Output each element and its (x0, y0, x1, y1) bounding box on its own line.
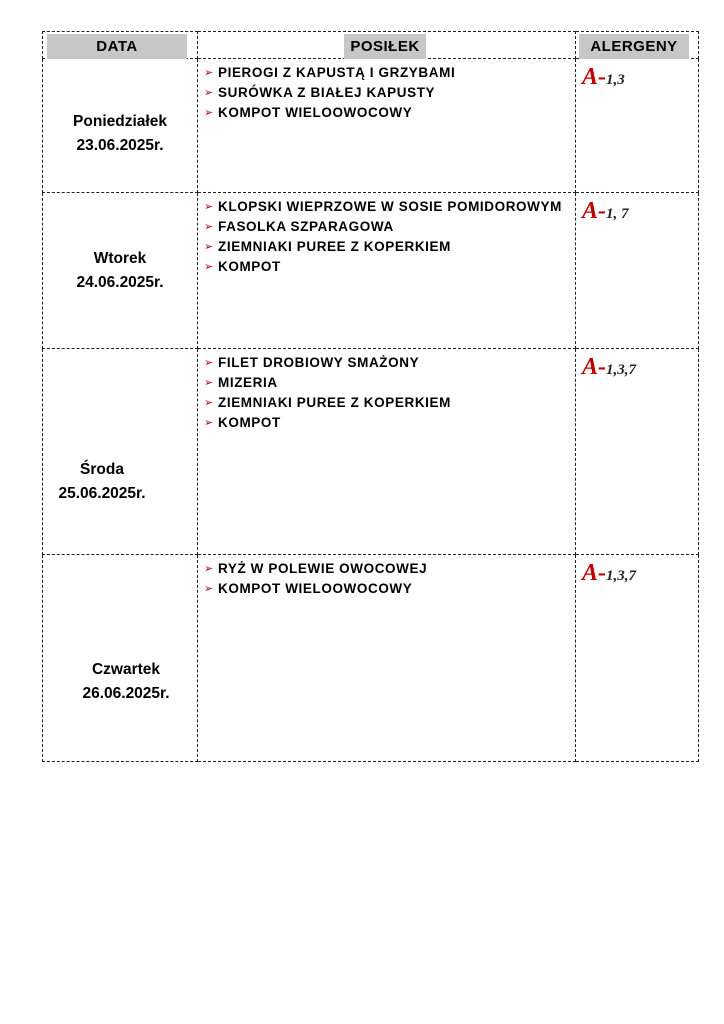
meal-text: KLOPSKI WIEPRZOWE W SOSIE POMIDOROWYM (218, 199, 562, 214)
arrow-bullet-icon: ➢ (204, 417, 214, 429)
meal-text: KOMPOT WIELOOWOCOWY (218, 581, 413, 596)
meal-item (204, 197, 575, 217)
day-name: Wtorek (93, 249, 147, 267)
allergen-codes: 1,3,7 (606, 568, 636, 584)
meal-item (204, 373, 575, 393)
header-meal (198, 32, 576, 59)
meal-text: RYŻ W POLEWIE OWOCOWEJ (218, 561, 428, 576)
meal-item (204, 217, 575, 237)
arrow-bullet-icon: ➢ (204, 87, 214, 99)
allergen-prefix: A- (582, 64, 606, 90)
arrow-bullet-icon: ➢ (204, 241, 214, 253)
meal-list (204, 559, 575, 599)
meal-text: FASOLKA SZPARAGOWA (218, 219, 394, 234)
arrow-bullet-icon: ➢ (204, 107, 214, 119)
header-date (43, 32, 198, 59)
meal-item (204, 63, 575, 83)
allergens-cell (576, 349, 699, 555)
date-cell (43, 193, 198, 349)
allergens-cell (576, 555, 699, 762)
arrow-bullet-icon: ➢ (204, 377, 214, 389)
allergen-prefix: A- (582, 198, 606, 224)
meal-text: KOMPOT WIELOOWOCOWY (218, 105, 413, 120)
meal-text: ZIEMNIAKI PUREE Z KOPERKIEM (218, 239, 451, 254)
header-row (43, 32, 699, 59)
arrow-bullet-icon: ➢ (204, 563, 214, 575)
meal-list (204, 353, 575, 433)
arrow-bullet-icon: ➢ (204, 357, 214, 369)
meal-text: ZIEMNIAKI PUREE Z KOPERKIEM (218, 395, 451, 410)
meal-text: MIZERIA (218, 375, 278, 390)
arrow-bullet-icon: ➢ (204, 67, 214, 79)
meal-text: SURÓWKA Z BIAŁEJ KAPUSTY (218, 85, 436, 100)
meal-cell (198, 349, 576, 555)
meal-text: FILET DROBIOWY SMAŻONY (218, 355, 420, 370)
menu-row (43, 59, 699, 193)
date-cell (43, 59, 198, 193)
day-name: Poniedziałek (73, 112, 167, 130)
allergen-codes: 1, 7 (606, 206, 629, 222)
meal-list (204, 63, 575, 123)
meal-item (204, 103, 575, 123)
meal-list (204, 197, 575, 277)
day-date: 24.06.2025r. (76, 273, 164, 291)
arrow-bullet-icon: ➢ (204, 261, 214, 273)
header-meal-label: POSIŁEK (344, 34, 426, 59)
allergens-cell (576, 59, 699, 193)
arrow-bullet-icon: ➢ (204, 583, 214, 595)
header-allergens-label: ALERGENY (579, 34, 689, 59)
meal-cell (198, 555, 576, 762)
header-date-label: DATA (47, 34, 187, 59)
day-date: 23.06.2025r. (76, 136, 164, 154)
day-name: Środa (80, 460, 124, 478)
meal-item (204, 83, 575, 103)
meal-cell (198, 59, 576, 193)
arrow-bullet-icon: ➢ (204, 397, 214, 409)
day-date: 26.06.2025r. (82, 685, 170, 702)
meal-text: KOMPOT (218, 259, 281, 274)
allergen-prefix: A- (582, 560, 606, 586)
date-cell (43, 349, 198, 555)
date-cell (43, 555, 198, 762)
meal-item (204, 559, 575, 579)
allergen-codes: 1,3,7 (606, 362, 636, 378)
header-allergens (576, 32, 699, 59)
meal-cell (198, 193, 576, 349)
allergen-prefix: A- (582, 354, 606, 380)
menu-table (42, 31, 699, 762)
day-date: 25.06.2025r. (58, 484, 146, 502)
meal-item (204, 237, 575, 257)
menu-row (43, 193, 699, 349)
allergens-cell (576, 193, 699, 349)
meal-item (204, 579, 575, 599)
day-name: Czwartek (91, 661, 161, 678)
meal-text: KOMPOT (218, 415, 281, 430)
arrow-bullet-icon: ➢ (204, 221, 214, 233)
menu-row (43, 349, 699, 555)
menu-row (43, 555, 699, 762)
meal-item (204, 257, 575, 277)
meal-text: PIEROGI Z KAPUSTĄ I GRZYBAMI (218, 65, 456, 80)
meal-item (204, 413, 575, 433)
meal-item (204, 353, 575, 373)
meal-item (204, 393, 575, 413)
allergen-codes: 1,3 (606, 72, 625, 88)
arrow-bullet-icon: ➢ (204, 201, 214, 213)
